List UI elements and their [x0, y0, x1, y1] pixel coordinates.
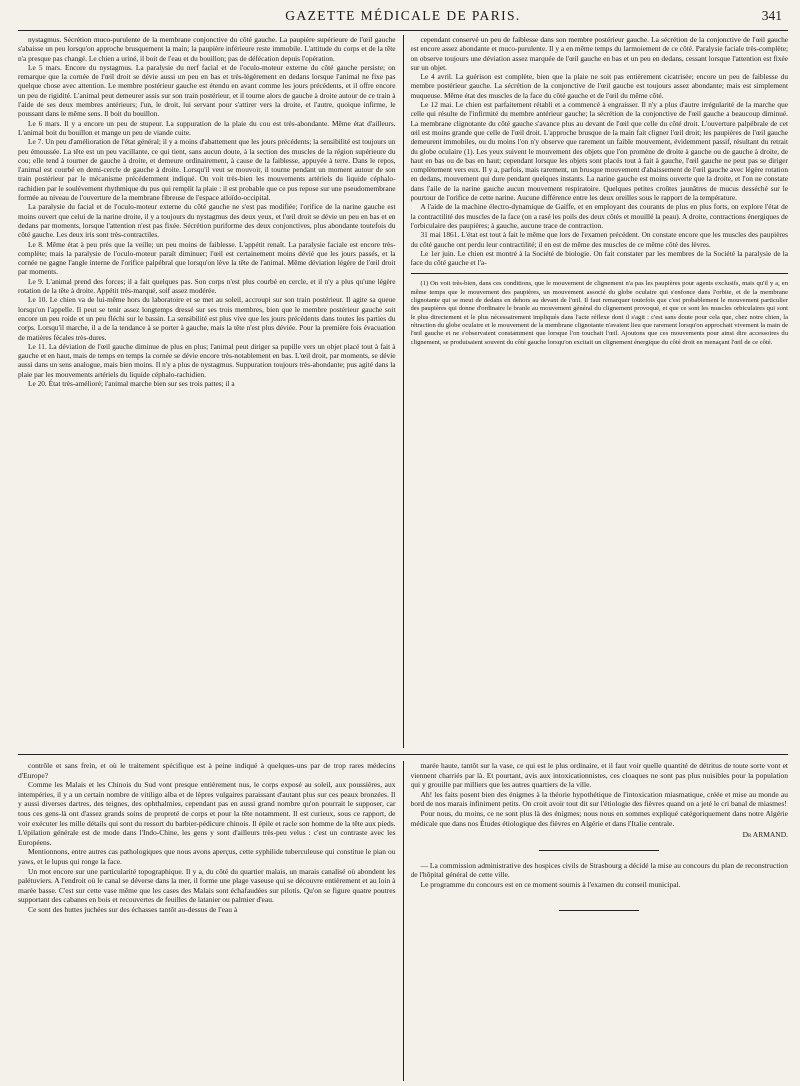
- paragraph: Le programme du concours est en ce moment soumis à l'examen du conseil municipal.: [420, 879, 681, 889]
- lower-section: [18, 761, 788, 1081]
- paragraph: Le 4 avril. La guérison est complète, bien que la plaie ne soit pas entièrement cicatrisée; encore un peu de faiblesse du membre postérieur gauche. La sécrétion de la conjonctive de l'œil gauche est toujours assez abondante; mais est simplement muqueuse. Même état des muscles de la face du côté gauche et de l'œil du même côté.: [410, 72, 789, 100]
- paragraph: Le 11. La déviation de l'œil gauche diminue de plus en plus; l'animal peut diriger sa pupille vers un objet placé tout à fait à gauche et en haut, mais de temps en temps la cornée se dévie encore très-notablement en bas. L'œil droit, par moments, se dévie aussi dans un sens analogue, mais bien moins. Il n'y a plus de nystagmus. Suppuration toujours très-abondante; pus agité dans la plaie par les mouvements artériels du liquide céphalo-rachidien.: [18, 341, 396, 379]
- upper-left-column: [18, 35, 396, 748]
- footnote-divider: [411, 273, 789, 274]
- footnote: (1) On voit très-bien, dans ces conditions, que le mouvement de clignement n'a pas les paupières pour agents exclusifs, mais qu'il y a, en même temps que le mouvement des paupières, un mouvement associé du globe oculaire qui s'enfonce dans l'orbite, et de la membrane clignotante qui se meut de dedans en dehors au devant de l'œil. Il faut remarquer toutefois que c'est probablement le mouvement particulier des paupières qui donne d'ordinaire le branle au mouvement général du clignement provoqué, et que ce sont les muscles orbiculaires qui sont le plus directement et le plus nécessairement impliqués dans l'acte réflexe dont il s'agit : c'est sans doute pour cela que, chez notre chien, la rétraction du globe oculaire et le mouvement de la membrane clignotante n'avaient lieu que rarement lorsqu'on approchait vivement la main de l'œil gauche et ne s'observaient constamment que lorsque l'on touchait l'œil. Ajoutons que ces mouvements pour ainsi dire accessoires du clignement, se produisaient souvent du côté gauche lorsqu'on excitait un clignement énergique du côté droit en menaçant l'œil de ce côté.: [410, 280, 789, 346]
- page-header: [18, 0, 788, 31]
- separator: [539, 850, 659, 851]
- paragraph: Le 5 mars. Encore du nystagmus. La paralysie du nerf facial et de l'oculo-moteur externe du côté gauche persiste; on remarque que la cornée de l'œil droit se dévie aussi un peu en bas et très-légèrement en dedans lorsque l'animal ne fixe pas quelque chose avec attention. Le membre postérieur gauche est étendu en avant comme les jours précédents, et il offre encore un peu de rigidité. L'animal peut demeurer assis sur son train postérieur, et il tourne alors de gauche à droite autour de ce train à l'aide de ses deux membres antérieurs; l'un, le droit, lui servant pour s'attirer vers la droite, et l'autre, quoique infirme, le poussant dans le même sens. Il boit du bouillon.: [18, 62, 396, 119]
- paragraph: Le 9. L'animal prend des forces; il a fait quelques pas. Son corps n'est plus courbé en cercle, et il n'y a plus qu'une légère rotation de la tête à droite. Appétit très-marqué, soif assez modérée.: [18, 276, 396, 296]
- journal-title: GAZETTE MÉDICALE DE PARIS.: [285, 8, 521, 23]
- paragraph: Le 7. Un peu d'amélioration de l'état général; il y a moins d'abattement que les jours précédents; la sensibilité est toujours un peu émoussée. La tête est un peu vacillante, ce qui tient, sans aucun doute, à la section des muscles de la région supérieure du cou; elle tend à tourner de gauche à droite, et demeure ordinairement, à cause de la faiblesse, appuyée à terre. Dans le repos, l'animal est courbé en demi-cercle de gauche à droite. Lorsqu'il veut se mouvoir, il tourne pendant un moment autour de son train postérieur par le mécanisme précédemment indiqué. On voit très-bien les mouvements artériels du liquide céphalo-rachidien par le soulèvement rhythmique du pus qui remplit la plaie : il est probable que ce pus repose sur une pseudomembrane formée au niveau de l'ouverture de la membrane fibreuse de l'espace atloïdo-occipital.: [18, 137, 396, 203]
- lower-left-column: [18, 761, 396, 1081]
- paragraph: Le 10. Le chien va de lui-même hors du laboratoire et se met au soleil, accroupi sur son train postérieur. Il agite sa queue lorsqu'on l'appelle. Il peut se tenir assez longtemps dressé sur ses trois membres, bien que le membre postérieur gauche soit encore un peu roide et un peu fléchi sur le bassin. La sensibilité est plus vive que les jours précédents dans toutes les parties du corps. Lorsqu'il marche, il a de la tendance à se porter à gauche, mais la tête n'est plus déviée. Pour la première fois évacuation de matières fécales très-dures.: [18, 295, 396, 342]
- paragraph: Le 20. État très-amélioré; l'animal marche bien sur ses trois pattes; il a: [28, 378, 235, 388]
- paragraph: Ah! les faits posent bien des énigmes à la théorie hypothétique de l'intoxication miasmatique, créée et mise au monde au bord de nos marais infiniment petits. On croit avoir tout dit sur l'étiologie des fièvres quand on a jeté le cri banal de miasmes!: [410, 789, 789, 809]
- paragraph: Le 8. Même état à peu près que la veille; un peu moins de faiblesse. L'appétit renaît. La paralysie faciale est encore très-complète; mais la paralysie de l'oculo-moteur paraît diminuer; l'œil est certainement moins dévié que les jours passés, et la cornée ne gagne l'angle interne de l'orifice palpébral que lorsqu'on lève la tête de l'animal. Même déviation légère de l'œil droit par moments.: [18, 239, 396, 277]
- lower-right-column: [411, 761, 789, 1081]
- paragraph: — La commission administrative des hospices civils de Strasbourg a décidé la mise au concours du plan de reconstruction de l'hôpital général de cette ville.: [410, 860, 789, 880]
- upper-right-column: [411, 35, 789, 748]
- upper-section: [18, 35, 788, 748]
- section-divider: [18, 754, 788, 755]
- paragraph: 31 mai 1861. L'état est tout à fait le même que lors de l'examen précédent. On constate encore que les muscles des paupières du côté gauche ont perdu leur contractilité; il en est de même des muscles de ce même côté des lèvres.: [410, 230, 789, 249]
- paragraph: Le 1er juin. Le chien est montré à la Société de biologie. On fait constater par les membres de la Société la paralysie de la face du côté gauche et l'a-: [410, 248, 789, 268]
- column-divider: [403, 761, 404, 1081]
- separator: [559, 910, 639, 911]
- author-signature: Dr ARMAND.: [742, 830, 789, 840]
- paragraph: Comme les Malais et les Chinois du Sud vont presque entièrement nus, le corps exposé au soleil, aux poussières, aux intempéries, il y a un certain nombre de vitiligo alba et de lèpres vulgaires paraissant d'autant plus sur ces peaux bronzées. Il y aussi diverses dartres, des teignes, des ophthalmies, cependant pas en aussi grand nombre qu'on pourrait le supposer, car tous ces gens-là ont d'assez grands soins de propreté de corps et pour la tête notamment. Il est curieux, sous ce rapport, de voir exécuter les mille détails qui sont du ressort du barbier-pédicure chinois. Il épile et racle son homme de la tête aux pieds. L'épilation générale est de mode dans l'Indo-Chine, les gens y sont d'ailleurs très-peu velus : c'est un contraste avec les Européens.: [18, 780, 396, 847]
- column-divider: [403, 35, 404, 748]
- paragraph: Ce sont des huttes juchées sur des échasses tantôt au-dessus de l'eau à: [28, 904, 238, 914]
- paragraph: marée haute, tantôt sur la vase, ce qui est le plus ordinaire, et il faut voir quelle quantité de détritus de toute sorte vont et viennent charriés par là. Et pourtant, avis aux intoxicationnistes, ces cloaques ne sont pas plus nuisibles pour la population qui y grouille par milliers que les autres quartiers de la ville.: [410, 761, 789, 790]
- paragraph: La paralysie du facial et de l'oculo-moteur externe du côté gauche ne s'est pas modifiée; l'orifice de la narine gauche est moins ouvert que celui de la narine droite, il y a toujours du nystagmus des deux yeux, et l'œil droit se dévie un peu en bas et en dedans par moments, lorsque l'attention n'est pas fixée. Sécrétion puriforme des deux conjonctives, plus abondante toutefois du côté gauche. Les deux iris sont très-contractiles.: [18, 202, 396, 240]
- paragraph: Un mot encore sur une particularité topographique. Il y a, du côté du quartier malais, un marais canalisé où abondent les palétuviers. A l'endroit où le canal se déverse dans la mer, il forme une plage vaseuse qui se découvre entièrement et au loin à marée basse. C'est sur cette vase même que les cases des Malais sont échafaudées sur pilotis. Qu'on se figure quatre poutres supportant des cabanes en bois et recouvertes de feuilles de latanier ou palmier d'eau.: [18, 866, 396, 905]
- page-number: 341: [761, 8, 782, 23]
- paragraph: A l'aide de la machine électro-dynamique de Gaiffe, et en employant des courants de plus en plus forts, on explore l'état de la contractilité des muscles de la face (on a rasé les poils des deux côtés et mouillé la peau). A droite, contractions énergiques de l'orbiculaire des paupières; à gauche, aucune trace de contraction.: [410, 202, 789, 230]
- paragraph: Pour nous, du moins, ce ne sont plus là des énigmes; nous nous en sommes expliqué catégoriquement dans notre Algérie médicale que dans nos Études étiologique des fièvres en Algérie et dans l'Italie centrale.: [410, 808, 789, 828]
- paragraph: Mentionnons, entre autres cas pathologiques que nous avons aperçus, cette syphilide tuberculeuse qui constitue le pian ou yaws, et le lupus qui ronge la face.: [18, 847, 396, 866]
- paragraph: Le 12 mai. Le chien est parfaitement rétabli et a commencé à engraisser. Il n'y a plus d'autre irrégularité de la marche que celle qui résulte de l'infirmité du membre antérieur gauche; la sécrétion de la conjonctive de l'œil gauche a beaucoup diminué. La membrane clignotante du côté gauche s'avance plus au devant de l'œil que celle du côté droit. L'ouverture palpébrale de cet œil est moins grande que celle de l'œil droit. L'approche brusque de la main fait cligner l'œil droit; les paupières de l'œil gauche demeurent immobiles, ou du moins l'on n'y observe que rarement un faible mouvement, évidemment passif, résultant du retrait du globe oculaire (1). Les yeux suivent le mouvement des objets que l'on promène de droite à gauche ou de gauche à droite, de haut en bas ou de bas en haut; cependant lorsque les objets sont placés tout à fait à gauche, l'œil gauche ne peut pas se diriger complètement vers eux. Il y a, parfois, mais rarement, un brusque mouvement d'abaissement de l'œil gauche avec légère rotation en dedans, mouvement qui dure pendant quelques instants. La narine gauche est moins ouverte que la droite, et l'on ne constate dans l'aile de la narine gauche aucun mouvement respiratoire. Quelques petites croûtes jaunâtres de mucus desséché sur le pourtour de l'orifice de cette narine. Aucune différence entre les deux oreilles sous le rapport de la température.: [410, 100, 789, 203]
- paragraph: Le 6 mars. Il y a encore un peu de stupeur. La suppuration de la plaie du cou est très-abondante. Même état d'ailleurs. L'animal boit du bouillon et mange un peu de viande cuite.: [18, 118, 396, 137]
- paragraph: contrôle et sans frein, et où le traitement spécifique est à peine indiqué à quelques-uns par de trop rares médecins d'Europe?: [18, 761, 396, 780]
- paragraph: cependant conservé un peu de faiblesse dans son membre postérieur gauche. La sécrétion de la conjonctive de l'œil gauche est encore assez abondante et muco-purulente. Il y a en même temps du larmoiement de ce côté. Paralysie faciale très-complète; on observe toujours une déviation assez marquée de l'œil gauche en bas et un peu en dedans, cessant lorsque l'attention est fixée sur un objet.: [410, 35, 789, 72]
- paragraph: nystagmus. Sécrétion muco-purulente de la membrane conjonctive du côté gauche. La paupière supérieure de l'œil gauche s'abaisse un peu lorsqu'on approche brusquement la main; la paupière inférieure reste immobile. L'attitude du corps et de la tête n'a presque pas changé. Le chien a uriné, il boit de l'eau et du bouillon; pas de défécation depuis l'opération.: [18, 35, 396, 63]
